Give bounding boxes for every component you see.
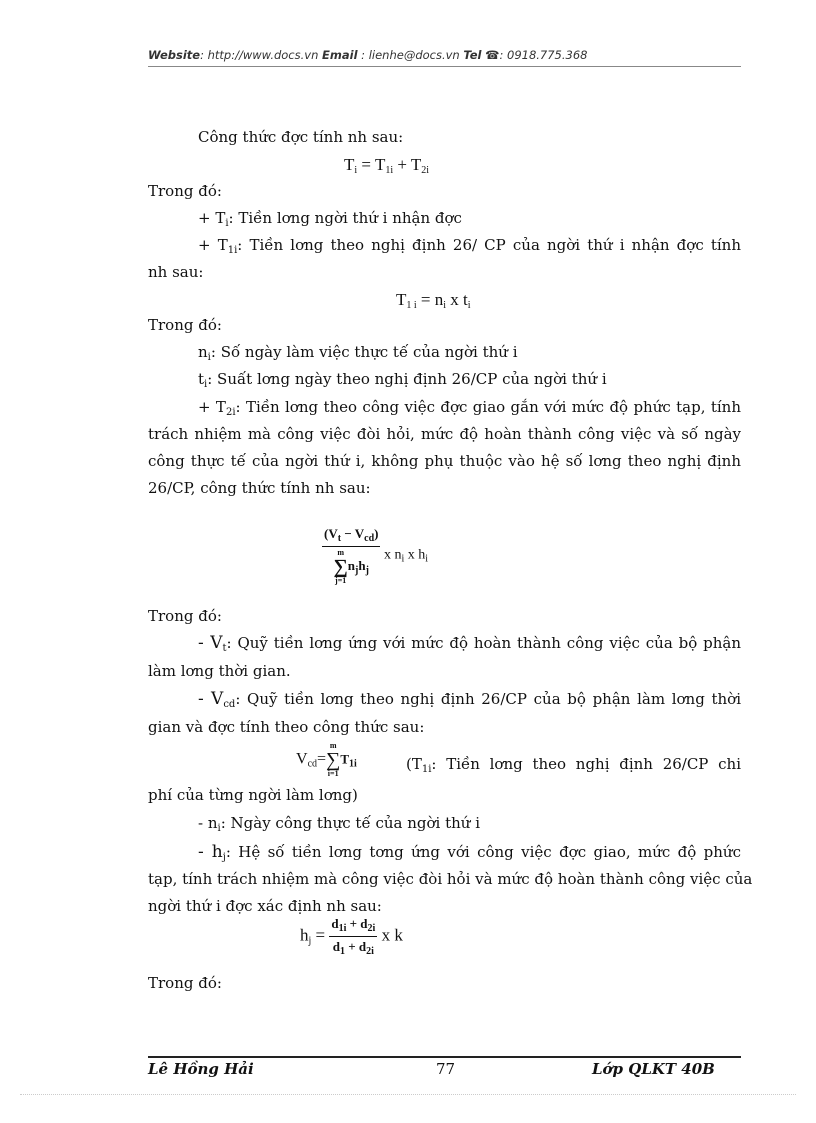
text-line: nh sau: xyxy=(148,263,204,281)
page-edge-divider xyxy=(20,1094,796,1095)
formula-vcd: $V_{cd}=$ m ∑ i=1 $T_{1i}$ xyxy=(296,741,357,778)
text-line: - $V_t$: Quỹ tiền lơng ứng với mức độ hoàn thành công việc của bộ phận xyxy=(198,633,741,654)
text-line: làm lơng thời gian. xyxy=(148,662,291,680)
text-line: $t_i$: Suất lơng ngày theo nghị định 26/CP của ngời thứ i xyxy=(198,370,607,390)
text-line: ngời thứ i đợc xác định nh sau: xyxy=(148,897,382,915)
phone-icon: ☎ xyxy=(485,48,500,62)
text-line: + $T_i$: Tiền lơng ngời thứ i nhận đợc xyxy=(198,209,462,229)
page-number: 77 xyxy=(436,1060,456,1078)
footer-author: Lê Hồng Hải xyxy=(148,1060,254,1078)
formula-ti: $T_i = T_{1i} + T_{2i}$ xyxy=(344,155,430,176)
text-line: công thực tế của ngời thứ i, không phụ thuộc vào hệ số lơng theo nghị định xyxy=(148,452,741,470)
text-line: trách nhiệm mà công việc đòi hỏi, mức độ hoàn thành công việc và số ngày xyxy=(148,425,741,443)
formula-hj: $h_j$ = $\frac{d_{1i} + d_{2i}}{d_1 + d_{2i}}$ x k xyxy=(300,916,403,957)
footer-rule xyxy=(148,1056,741,1058)
formula-t1i: $T_{1 i} = n_i$ x $t_i$ xyxy=(396,290,471,311)
text-line: + $T_{2i}$: Tiền lơng theo công việc đợc giao gắn với mức độ phức tạp, tính xyxy=(198,398,742,418)
website-value: : http://www.docs.vn xyxy=(200,48,323,62)
text-line: - $n_i$: Ngày công thực tế của ngời thứ i xyxy=(198,814,480,834)
text-line: - $V_{cd}$: Quỹ tiền lơng theo nghị định 26/CP của bộ phận làm lơng thời xyxy=(198,689,741,710)
tel-label: Tel xyxy=(463,48,482,62)
website-label: Website xyxy=(148,48,201,62)
email-value: : lienhe@docs.vn xyxy=(357,48,464,62)
text-line: tạp, tính trách nhiệm mà công việc đòi hỏi và mức độ hoàn thành công việc của xyxy=(148,870,753,888)
page-header xyxy=(148,48,587,62)
text-line: Trong đó: xyxy=(148,607,222,625)
text-line: Trong đó: xyxy=(148,316,222,334)
text-line: Trong đó: xyxy=(148,182,222,200)
text-line: - $h_j$: Hệ số tiền lơng tơng ứng với công việc đợc giao, mức độ phức xyxy=(198,842,741,863)
tel-value: : 0918.775.368 xyxy=(499,48,588,62)
text-line: Trong đó: xyxy=(148,974,222,992)
text-line: gian và đợc tính theo công thức sau: xyxy=(148,718,425,736)
footer-class: Lớp QLKT 40B xyxy=(592,1060,715,1078)
header-rule xyxy=(148,66,741,67)
formula-t2i: $(V_t - V_{cd})$ m ∑ j=1 $n_jh_j$ x $n_i$ x $h_i$ xyxy=(324,526,429,585)
text-line: + $T_{1i}$: Tiền lơng theo nghị định 26/ CP của ngời thứ i nhận đợc tính xyxy=(198,236,741,256)
text-line: 26/CP, công thức tính nh sau: xyxy=(148,479,371,497)
text-line: $n_i$: Số ngày làm việc thực tế của ngời thứ i xyxy=(198,343,518,363)
text-line: phí của từng ngời làm lơng) xyxy=(148,786,358,804)
text-line: Công thức đợc tính nh sau: xyxy=(198,128,404,146)
email-label: Email xyxy=(322,48,358,62)
text-line: ($T_{1i}$: Tiền lơng theo nghị định 26/CP chi xyxy=(406,755,741,775)
